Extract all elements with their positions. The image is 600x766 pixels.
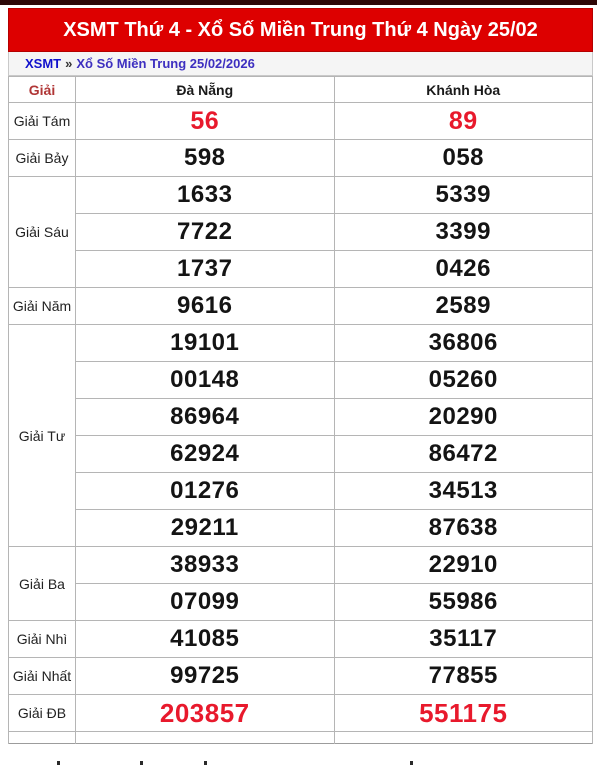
table-row-prize4 [9,510,593,547]
result-number: 86964 [76,399,335,436]
table-row-prize6 [9,214,593,251]
result-number: 29211 [76,510,335,547]
table-row-prize-db [9,695,593,732]
result-number: 551175 [334,695,593,732]
clipped-text-fragment [204,761,207,765]
table-row-prize6 [9,177,593,214]
prize-label: Giải Tám [9,103,76,140]
clipped-text-fragment [140,761,143,765]
result-number: 89 [334,103,593,140]
prize-label: Giải Tư [9,325,76,547]
top-divider-line [0,0,597,5]
table-row-prize8 [9,103,593,140]
col-header-danang: Đà Nẵng [76,77,335,103]
table-row-prize3 [9,584,593,621]
breadcrumb-link-xsmt[interactable]: XSMT [25,56,62,71]
result-number: 01276 [76,473,335,510]
result-number: 00148 [76,362,335,399]
table-row-prize4 [9,473,593,510]
result-number: 87638 [334,510,593,547]
result-number: 77855 [334,658,593,695]
result-number: 35117 [334,621,593,658]
table-row-prize3 [9,547,593,584]
result-number: 3399 [334,214,593,251]
result-number: 203857 [76,695,335,732]
results-table [8,76,593,744]
clipped-text-fragment [57,761,60,765]
breadcrumb-separator: » [65,56,73,71]
result-number: 22910 [334,547,593,584]
result-number: 05260 [334,362,593,399]
page-title: XSMT Thứ 4 - Xổ Số Miền Trung Thứ 4 Ngày 25/02 [8,8,593,52]
result-number: 36806 [334,325,593,362]
result-number: 0426 [334,251,593,288]
prize-label: Giải Ba [9,547,76,621]
result-number: 598 [76,140,335,177]
lottery-results-panel [8,8,593,744]
result-number: 9616 [76,288,335,325]
prize-label: Giải Bảy [9,140,76,177]
table-row-prize4 [9,436,593,473]
result-number: 38933 [76,547,335,584]
result-number: 20290 [334,399,593,436]
table-row-prize4 [9,325,593,362]
result-number: 55986 [334,584,593,621]
result-number: 058 [334,140,593,177]
result-number: 07099 [76,584,335,621]
table-row-prize7 [9,140,593,177]
result-number: 41085 [76,621,335,658]
result-number: 99725 [76,658,335,695]
clipped-text-fragment [410,761,413,765]
prize-label: Giải Nhất [9,658,76,695]
result-number: 62924 [76,436,335,473]
result-number: 2589 [334,288,593,325]
breadcrumb-current-page[interactable]: Xổ Số Miền Trung 25/02/2026 [76,56,255,71]
table-row-prize4 [9,362,593,399]
prize-label: Giải ĐB [9,695,76,732]
result-number: 5339 [334,177,593,214]
result-number: 56 [76,103,335,140]
result-number: 1633 [76,177,335,214]
next-section-clipped-row [9,732,593,744]
table-row-prize5 [9,288,593,325]
col-header-prize: Giải [9,77,76,103]
table-row-prize2 [9,621,593,658]
table-row-prize1 [9,658,593,695]
result-number: 86472 [334,436,593,473]
result-number: 19101 [76,325,335,362]
table-header-row [9,77,593,103]
result-number: 7722 [76,214,335,251]
result-number: 1737 [76,251,335,288]
col-header-khanhhoa: Khánh Hòa [334,77,593,103]
table-row-prize6 [9,251,593,288]
table-row-prize4 [9,399,593,436]
prize-label: Giải Nhì [9,621,76,658]
breadcrumb [8,52,593,76]
result-number: 34513 [334,473,593,510]
prize-label: Giải Sáu [9,177,76,288]
prize-label: Giải Năm [9,288,76,325]
